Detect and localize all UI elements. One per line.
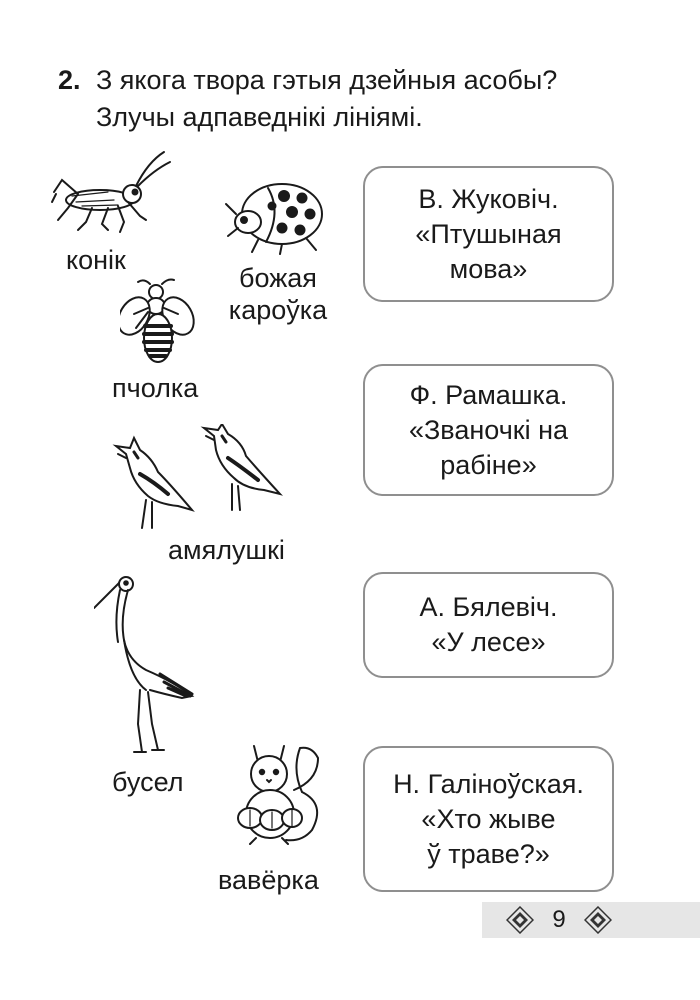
work-box-byalevich[interactable] bbox=[363, 572, 614, 678]
character-label-vaverka: вавёрка bbox=[218, 865, 319, 895]
work-title: «Званочкі на bbox=[408, 414, 569, 445]
squirrel-icon bbox=[222, 740, 332, 850]
bee-icon bbox=[120, 276, 200, 368]
stork-icon bbox=[94, 574, 204, 754]
character-label-pcholka: пчолка bbox=[112, 373, 199, 403]
work-author: Ф. Рамашка. bbox=[409, 379, 568, 410]
work-author: А. Бялевіч. bbox=[419, 592, 558, 622]
ladybug-icon bbox=[222, 176, 328, 256]
task-number: 2. bbox=[58, 65, 81, 95]
work-title: ў траве?» bbox=[427, 838, 550, 869]
page-number: 9 bbox=[552, 906, 566, 933]
waxwing-icon bbox=[108, 424, 288, 534]
work-title: «У лесе» bbox=[431, 627, 546, 657]
work-box-ramashka[interactable] bbox=[363, 364, 614, 496]
work-box-galinouskaya[interactable] bbox=[363, 746, 614, 892]
character-label-konik: конік bbox=[66, 245, 126, 275]
work-title: рабіне» bbox=[440, 449, 537, 480]
task-instruction: Злучы адпаведнікі лініямі. bbox=[96, 102, 423, 132]
character-label-busel: бусел bbox=[112, 767, 184, 797]
character-label-amyalushki: амялушкі bbox=[168, 535, 285, 565]
work-author: В. Жуковіч. bbox=[418, 183, 559, 214]
character-label-bozhaya-karouka: божая кароўка bbox=[228, 263, 328, 325]
work-title: мова» bbox=[449, 253, 528, 284]
task-question: З якога твора гэтыя дзейныя асобы? bbox=[96, 65, 558, 95]
grasshopper-icon bbox=[48, 150, 173, 242]
task-heading bbox=[58, 62, 658, 136]
ornament-icon bbox=[584, 906, 612, 939]
work-box-zhukovich[interactable] bbox=[363, 166, 614, 302]
ornament-icon bbox=[506, 906, 534, 939]
work-author: Н. Галіноўская. bbox=[393, 768, 584, 799]
work-title: «Хто жыве bbox=[421, 803, 556, 834]
work-title: «Птушыная bbox=[415, 218, 562, 249]
